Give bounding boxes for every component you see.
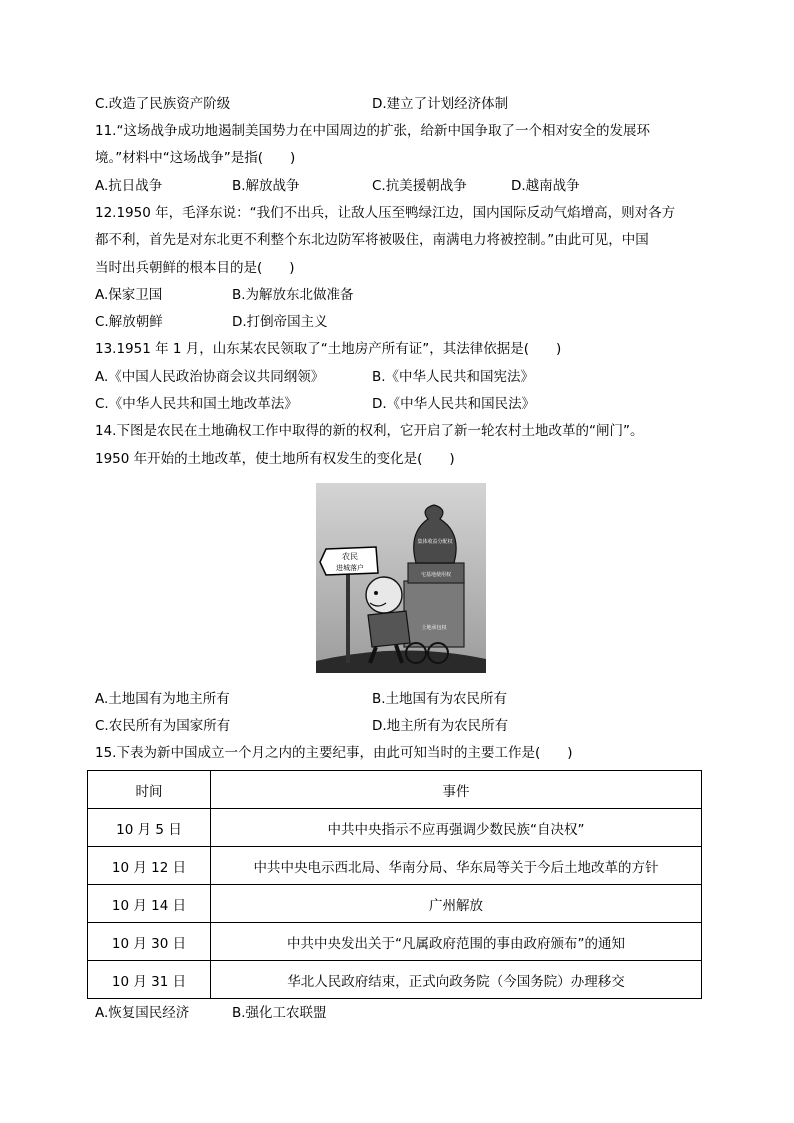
q11-option-d: D.越南战争 <box>511 178 580 194</box>
q14-option-a: A.土地国有为地主所有 <box>95 691 230 707</box>
row-event: 广州解放 <box>211 885 702 923</box>
q12-option-b: B.为解放东北做准备 <box>232 287 354 303</box>
table-header-row <box>88 771 702 809</box>
q12-stem-line1: 12.1950 年，毛泽东说：“我们不出兵，让敌人压至鸭绿江边，国内国际反动气焰增高，则对各方 <box>95 205 676 221</box>
farmer-body <box>368 611 410 647</box>
table-row <box>88 847 702 885</box>
row-event: 中共中央发出关于“凡属政府范围的事由政府颁布”的通知 <box>211 923 702 961</box>
events-table <box>87 770 702 999</box>
q14-stem-line1: 14.下图是农民在土地确权工作中取得的新的权利，它开启了新一轮农村土地改革的“闸门”。 <box>95 423 644 439</box>
table-row <box>88 809 702 847</box>
row-event: 中共中央电示西北局、华南分局、华东局等关于今后土地改革的方针 <box>211 847 702 885</box>
q11-stem-line1: 11.“这场战争成功地遏制美国势力在中国周边的扩张，给新中国争取了一个相对安全的发展环 <box>95 123 650 139</box>
farmer-eye <box>374 591 378 595</box>
q15-option-a: A.恢复国民经济 <box>95 1005 190 1021</box>
q11-option-a: A.抗日战争 <box>95 178 163 194</box>
q13-option-c: C.《中华人民共和国土地改革法》 <box>95 396 298 412</box>
row-event: 中共中央指示不应再强调少数民族“自决权” <box>211 809 702 847</box>
q11-stem-line2: 境。”材料中“这场战争”是指( ) <box>95 150 296 166</box>
q12-option-d: D.打倒帝国主义 <box>232 314 328 330</box>
q15-stem: 15.下表为新中国成立一个月之内的主要纪事，由此可知当时的主要工作是( ) <box>95 745 573 761</box>
q14-option-c: C.农民所有为国家所有 <box>95 718 231 734</box>
q14-cartoon-figure <box>316 483 486 673</box>
signpost-pole <box>346 563 350 663</box>
farmer-head <box>366 577 402 613</box>
row-date: 10 月 12 日 <box>88 847 211 885</box>
q14-stem-line2: 1950 年开始的土地改革，使土地所有权发生的变化是( ) <box>95 451 455 467</box>
q12-stem-line2: 都不利，首先是对东北更不利整个东北边防军将被吸住，南满电力将被控制。”由此可见，中国 <box>95 232 649 248</box>
bag-label: 集体收益分配权 <box>417 539 453 545</box>
table-row <box>88 961 702 999</box>
row-date: 10 月 31 日 <box>88 961 211 999</box>
cart-upper-label: 宅基地使用权 <box>420 572 452 578</box>
row-date: 10 月 14 日 <box>88 885 211 923</box>
q11-option-b: B.解放战争 <box>232 178 300 194</box>
cart-lower-label: 土地承包权 <box>421 625 447 631</box>
row-date: 10 月 5 日 <box>88 809 211 847</box>
q14-option-d: D.地主所有为农民所有 <box>372 718 509 734</box>
q10-option-d: D.建立了计划经济体制 <box>372 96 509 112</box>
q13-option-b: B.《中华人民共和国宪法》 <box>372 369 535 385</box>
row-date: 10 月 30 日 <box>88 923 211 961</box>
table-row <box>88 885 702 923</box>
q12-stem-line3: 当时出兵朝鲜的根本目的是( ) <box>95 260 295 276</box>
q13-option-a: A.《中国人民政治协商会议共同纲领》 <box>95 369 325 385</box>
q10-option-c: C.改造了民族资产阶级 <box>95 96 231 112</box>
q12-option-c: C.解放朝鲜 <box>95 314 163 330</box>
q11-option-c: C.抗美援朝战争 <box>372 178 467 194</box>
q12-option-a: A.保家卫国 <box>95 287 163 303</box>
q13-option-d: D.《中华人民共和国民法》 <box>372 396 536 412</box>
sign-text-line1: 农民 <box>342 552 358 561</box>
cart-body <box>404 581 464 647</box>
q14-option-b: B.土地国有为农民所有 <box>372 691 508 707</box>
row-event: 华北人民政府结束，正式向政务院（今国务院）办理移交 <box>211 961 702 999</box>
header-time: 时间 <box>88 771 211 809</box>
q13-stem: 13.1951 年 1 月，山东某农民领取了“土地房产所有证”，其法律依据是( ) <box>95 341 562 357</box>
table-row <box>88 923 702 961</box>
sign-text-line2: 进城落户 <box>336 564 364 572</box>
header-event: 事件 <box>211 771 702 809</box>
q15-option-b: B.强化工农联盟 <box>232 1005 327 1021</box>
cartoon-illustration <box>316 483 486 673</box>
